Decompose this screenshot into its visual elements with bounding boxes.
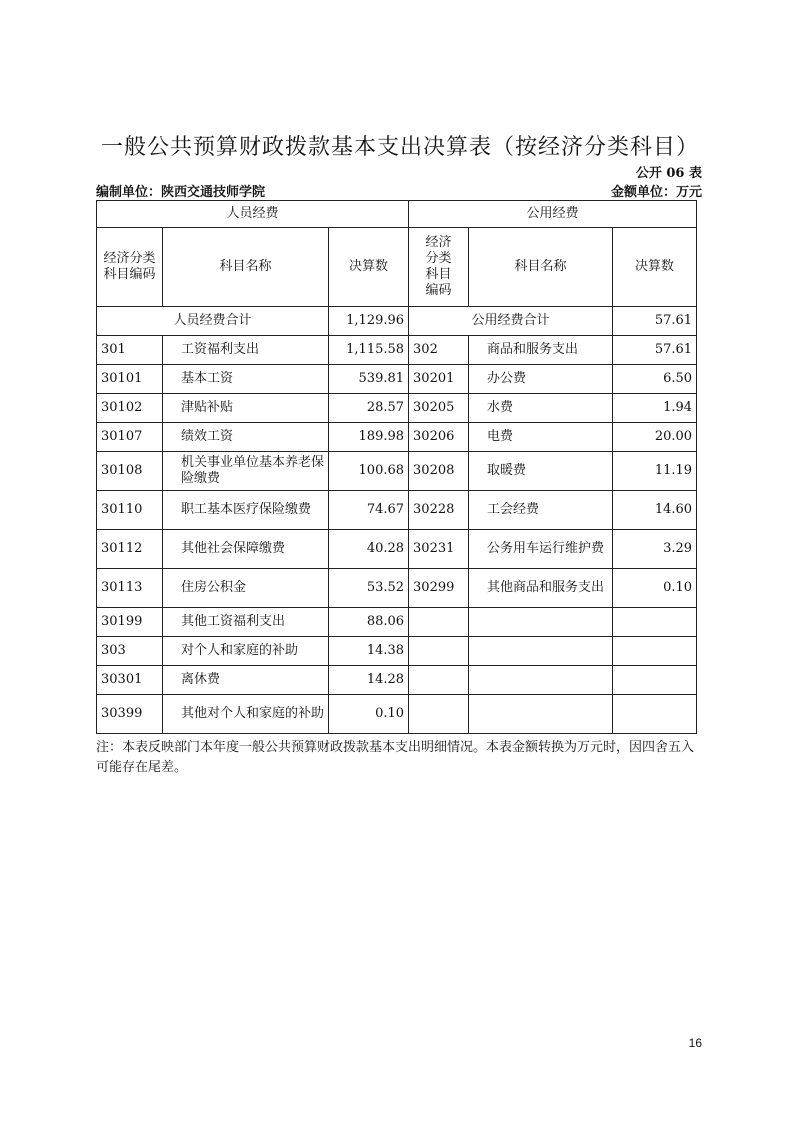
personnel-name-cell: 其他工资福利支出 xyxy=(163,608,329,637)
personnel-name-cell: 基本工资 xyxy=(163,365,329,394)
public-amount-cell: 0.10 xyxy=(613,569,697,608)
form-number: 公开 06 表 xyxy=(635,166,702,181)
personnel-amount-cell: 189.98 xyxy=(329,423,409,452)
table-row xyxy=(97,569,697,608)
personnel-amount-cell: 539.81 xyxy=(329,365,409,394)
compiling-unit: 编制单位：陕西交通技师学院 xyxy=(96,185,266,200)
page-number: 16 xyxy=(688,1036,702,1050)
personnel-code-cell: 30199 xyxy=(97,608,163,637)
personnel-amount-cell: 1,115.58 xyxy=(329,336,409,365)
public-amount-cell: 20.00 xyxy=(613,423,697,452)
table-row xyxy=(97,666,697,695)
public-name-cell: 其他商品和服务支出 xyxy=(469,569,613,608)
table-row xyxy=(97,452,697,491)
public-amount-cell xyxy=(613,637,697,666)
personnel-name-cell: 工资福利支出 xyxy=(163,336,329,365)
public-code-cell: 302 xyxy=(409,336,469,365)
public-code-cell xyxy=(409,695,469,734)
personnel-amount-cell: 14.38 xyxy=(329,637,409,666)
personnel-amount-cell: 0.10 xyxy=(329,695,409,734)
personnel-total-label: 人员经费合计 xyxy=(97,307,329,336)
public-name-cell xyxy=(469,695,613,734)
personnel-code-cell: 30113 xyxy=(97,569,163,608)
page-title: 一般公共预算财政拨款基本支出决算表（按经济分类科目） xyxy=(100,135,699,160)
table-row xyxy=(97,695,697,734)
personnel-name-cell: 离休费 xyxy=(163,666,329,695)
public-amount-cell: 3.29 xyxy=(613,530,697,569)
personnel-code-cell: 30110 xyxy=(97,491,163,530)
personnel-code-cell: 301 xyxy=(97,336,163,365)
personnel-name-cell: 绩效工资 xyxy=(163,423,329,452)
personnel-name-cell: 对个人和家庭的补助 xyxy=(163,637,329,666)
public-name-cell: 商品和服务支出 xyxy=(469,336,613,365)
public-code-cell: 30201 xyxy=(409,365,469,394)
public-amount-cell xyxy=(613,608,697,637)
public-total-value: 57.61 xyxy=(613,307,697,336)
public-code-cell: 30228 xyxy=(409,491,469,530)
group-header-row xyxy=(97,201,697,228)
personnel-code-cell: 30102 xyxy=(97,394,163,423)
personnel-code-cell: 30108 xyxy=(97,452,163,491)
public-code-cell: 30208 xyxy=(409,452,469,491)
column-header-row xyxy=(97,228,697,307)
public-name-cell xyxy=(469,637,613,666)
public-name-cell: 工会经费 xyxy=(469,491,613,530)
code-header-personnel: 经济分类科目编码 xyxy=(97,228,163,307)
footnote: 注：本表反映部门本年度一般公共预算财政拨款基本支出明细情况。本表金额转换为万元时，因四舍五入可能存在尾差。 xyxy=(96,740,695,775)
public-amount-cell: 11.19 xyxy=(613,452,697,491)
amount-header-public: 决算数 xyxy=(613,228,697,307)
public-code-cell: 30231 xyxy=(409,530,469,569)
public-amount-cell: 57.61 xyxy=(613,336,697,365)
public-code-cell xyxy=(409,666,469,695)
public-name-cell: 办公费 xyxy=(469,365,613,394)
public-code-cell: 30205 xyxy=(409,394,469,423)
table-row xyxy=(97,336,697,365)
public-header: 公用经费 xyxy=(409,201,697,228)
public-code-cell: 30206 xyxy=(409,423,469,452)
amount-unit: 金额单位：万元 xyxy=(610,185,702,200)
table-row xyxy=(97,608,697,637)
public-amount-cell xyxy=(613,695,697,734)
personnel-code-cell: 30301 xyxy=(97,666,163,695)
personnel-header: 人员经费 xyxy=(97,201,409,228)
public-name-cell xyxy=(469,666,613,695)
public-amount-cell: 14.60 xyxy=(613,491,697,530)
public-total-label: 公用经费合计 xyxy=(409,307,613,336)
personnel-code-cell: 303 xyxy=(97,637,163,666)
personnel-total-value: 1,129.96 xyxy=(329,307,409,336)
name-header-personnel: 科目名称 xyxy=(163,228,329,307)
personnel-amount-cell: 100.68 xyxy=(329,452,409,491)
code-header-public: 经济分类科目编码 xyxy=(409,228,469,307)
personnel-name-cell: 住房公积金 xyxy=(163,569,329,608)
public-name-cell xyxy=(469,608,613,637)
personnel-code-cell: 30101 xyxy=(97,365,163,394)
public-name-cell: 水费 xyxy=(469,394,613,423)
personnel-code-cell: 30112 xyxy=(97,530,163,569)
public-code-cell xyxy=(409,637,469,666)
personnel-name-cell: 其他社会保障缴费 xyxy=(163,530,329,569)
personnel-name-cell: 职工基本医疗保险缴费 xyxy=(163,491,329,530)
personnel-code-cell: 30107 xyxy=(97,423,163,452)
personnel-code-cell: 30399 xyxy=(97,695,163,734)
personnel-name-cell: 机关事业单位基本养老保险缴费 xyxy=(163,452,329,491)
personnel-amount-cell: 88.06 xyxy=(329,608,409,637)
personnel-amount-cell: 40.28 xyxy=(329,530,409,569)
personnel-amount-cell: 28.57 xyxy=(329,394,409,423)
table-row xyxy=(97,637,697,666)
personnel-name-cell: 其他对个人和家庭的补助 xyxy=(163,695,329,734)
public-amount-cell xyxy=(613,666,697,695)
amount-header-personnel: 决算数 xyxy=(329,228,409,307)
name-header-public: 科目名称 xyxy=(469,228,613,307)
expenditure-table xyxy=(96,200,697,734)
table-row xyxy=(97,365,697,394)
table-row xyxy=(97,491,697,530)
public-amount-cell: 1.94 xyxy=(613,394,697,423)
personnel-name-cell: 津贴补贴 xyxy=(163,394,329,423)
personnel-amount-cell: 53.52 xyxy=(329,569,409,608)
public-amount-cell: 6.50 xyxy=(613,365,697,394)
table-row xyxy=(97,423,697,452)
public-name-cell: 公务用车运行维护费 xyxy=(469,530,613,569)
public-code-cell xyxy=(409,608,469,637)
totals-row xyxy=(97,307,697,336)
personnel-amount-cell: 14.28 xyxy=(329,666,409,695)
table-row xyxy=(97,530,697,569)
public-name-cell: 取暖费 xyxy=(469,452,613,491)
public-name-cell: 电费 xyxy=(469,423,613,452)
personnel-amount-cell: 74.67 xyxy=(329,491,409,530)
table-row xyxy=(97,394,697,423)
public-code-cell: 30299 xyxy=(409,569,469,608)
